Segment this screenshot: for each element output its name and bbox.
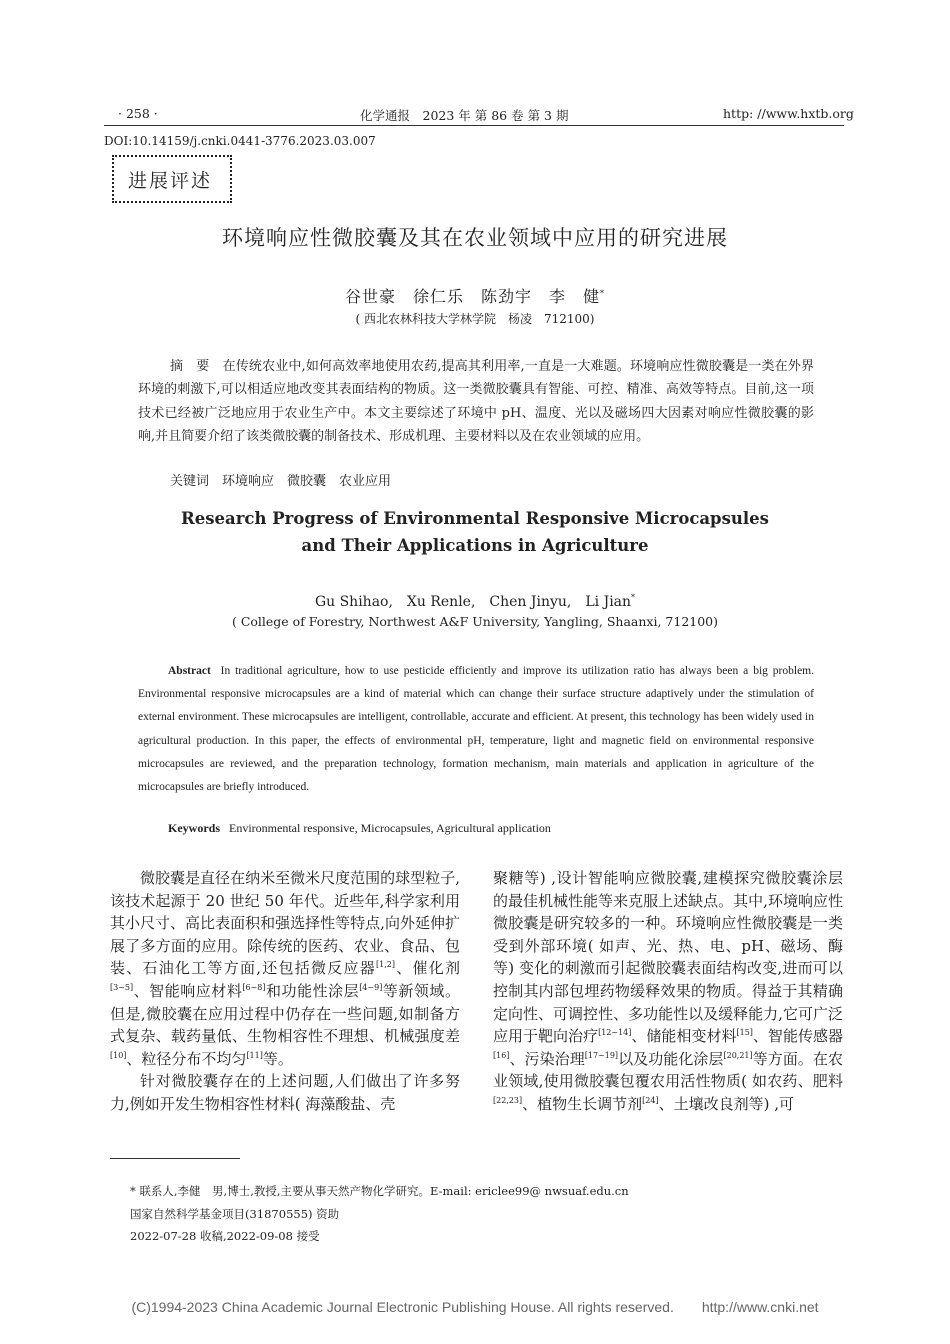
en-keywords-text: Environmental responsive, Microcapsules, Agricultural application bbox=[229, 821, 551, 835]
en-abstract bbox=[138, 660, 814, 799]
copyright-line: (C)1994-2023 China Academic Journal Electronic Publishing House. All rights reserved. http://www.cnki.net bbox=[131, 1299, 819, 1315]
en-corresponding-mark: * bbox=[631, 593, 636, 602]
citation[interactable]: [17~19] bbox=[584, 1050, 619, 1060]
zh-author-names: 谷世豪 徐仁乐 陈劲宇 李 健 bbox=[344, 287, 600, 306]
footnote-rule bbox=[110, 1158, 240, 1159]
header-rule bbox=[104, 125, 844, 126]
en-title-line2: and Their Applications in Agriculture bbox=[301, 536, 649, 555]
en-abstract-text: In traditional agriculture, how to use pesticide efficiently and improve its utilization ratio has always been a big problem. Environmental responsive microcapsules are a kind of material which can change their surface structure adaptively under the stimulation of external environment. These microcapsules are intelligent, controllable, accurate and efficient. At present, this technology has been widely used in agricultural production. In this paper, the effects of environmental pH, temperature, light and magnetic field on environmental responsive microcapsules are reviewed, and the preparation technology, formation mechanism, main materials and application in agriculture of the microcapsules are briefly introduced. bbox=[138, 665, 814, 794]
section-label: 进展评述 bbox=[128, 170, 213, 192]
body-text: 等。 bbox=[262, 1049, 293, 1068]
zh-title: 环境响应性微胶囊及其在农业领域中应用的研究进展 bbox=[222, 226, 728, 250]
body-text: 、粒径分布不均匀 bbox=[126, 1049, 247, 1068]
footnote-dates: 2022-07-28 收稿,2022-09-08 接受 bbox=[130, 1229, 320, 1243]
en-affiliation: ( College of Forestry, Northwest A&F University, Yangling, Shaanxi, 712100) bbox=[231, 614, 719, 629]
body-text: 聚糖等) ,设计智能响应微胶囊,建模探究微胶囊涂层的最佳机械性能等来克服上述缺点。其中,环境响应性微胶囊是研究较多的一种。环境响应性微胶囊是一类受到外部环境( 如声、光、热、电、pH、磁场、酶等) 变化的刺激而引起微胶囊表面结构改变,进而可以控制其内部包埋药物缓释效果的物质。得益于其精确定向性、可调控性、多功能性以及缓释能力,它可广泛应用于靶向治疗 bbox=[493, 869, 843, 1046]
en-keywords-label: Keywords bbox=[168, 821, 220, 835]
page-number: · 258 · bbox=[118, 106, 158, 121]
footnote-fund: 国家自然科学基金项目(31870555) 资助 bbox=[130, 1207, 340, 1221]
citation[interactable]: [1,2] bbox=[376, 960, 395, 970]
body-text: 、植物生长调节剂 bbox=[522, 1094, 643, 1113]
citation[interactable]: [12~14] bbox=[598, 1028, 632, 1038]
doi: DOI:10.14159/j.cnki.0441-3776.2023.03.007 bbox=[104, 134, 376, 148]
body-text: 、污染治理 bbox=[509, 1049, 585, 1068]
en-abstract-label: Abstract bbox=[168, 665, 211, 677]
citation[interactable]: [10] bbox=[110, 1050, 127, 1060]
body-text: 、智能传感器 bbox=[752, 1027, 843, 1046]
body-text: 以及功能化涂层 bbox=[618, 1049, 724, 1068]
citation[interactable]: [15] bbox=[736, 1028, 753, 1038]
body-paragraph bbox=[493, 867, 843, 1116]
citation[interactable]: [24] bbox=[642, 1095, 659, 1105]
journal-url[interactable]: http: //www.hxtb.org bbox=[723, 106, 854, 121]
body-text: 微胶囊是直径在纳米至微米尺度范围的球型粒子,该技术起源于 20 世纪 50 年代。近些年,科学家利用其小尺寸、高比表面积和强选择性等特点,向外延伸扩展了多方面的应用。除传统的医药、农业、食品、包装、石油化工等方面,还包括微反应器 bbox=[110, 869, 460, 978]
citation[interactable]: [4~9] bbox=[359, 982, 383, 992]
zh-abstract bbox=[138, 355, 814, 448]
zh-keywords-text: 环境响应 微胶囊 农业应用 bbox=[222, 474, 392, 489]
body-text: 、智能响应材料 bbox=[133, 981, 243, 1000]
citation[interactable]: [16] bbox=[493, 1050, 510, 1060]
en-authors bbox=[0, 591, 950, 611]
zh-corresponding-mark: * bbox=[600, 289, 605, 298]
zh-keywords-label: 关键词 bbox=[170, 474, 210, 489]
journal-header: 化学通报 2023 年 第 86 卷 第 3 期 bbox=[360, 108, 569, 123]
zh-keywords bbox=[170, 470, 391, 489]
body-text: 、土壤改良剂等) ,可 bbox=[658, 1094, 794, 1113]
body-paragraph bbox=[110, 867, 460, 1070]
citation[interactable]: [11] bbox=[246, 1050, 263, 1060]
en-title-line1: Research Progress of Environmental Responsive Microcapsules bbox=[181, 509, 769, 528]
body-paragraph: 针对微胶囊存在的上述问题,人们做出了许多努力,例如开发生物相容性材料( 海藻酸盐、壳 bbox=[110, 1072, 460, 1113]
body-text: 、催化剂 bbox=[394, 959, 460, 978]
body-text: 、储能相变材料 bbox=[631, 1027, 737, 1046]
citation[interactable]: [22,23] bbox=[493, 1095, 523, 1105]
zh-abstract-label: 摘 要 bbox=[170, 359, 210, 374]
citation[interactable]: [20,21] bbox=[723, 1050, 753, 1060]
zh-abstract-text: 在传统农业中,如何高效率地使用农药,提高其利用率,一直是一大难题。环境响应性微胶囊是一类在外界环境的刺激下,可以相适应地改变其表面结构的物质。这一类微胶囊具有智能、可控、精准、高效等特点。目前,这一项技术已经被广泛地应用于农业生产中。本文主要综述了环境中 pH、温度、光以及磁场四大因素对响应性微胶囊的影响,并且简要介绍了该类微胶囊的制备技术、形成机理、主要材料以及在农业领域的应用。 bbox=[138, 359, 814, 444]
body-column-left bbox=[110, 867, 460, 1116]
en-author-names: Gu Shihao, Xu Renle, Chen Jinyu, Li Jian bbox=[314, 594, 632, 610]
citation[interactable]: [6~8] bbox=[242, 982, 266, 992]
zh-affiliation: ( 西北农林科技大学林学院 杨凌 712100) bbox=[355, 312, 595, 326]
body-text: 等新领域。但是,微胶囊在应用过程中仍存在一些问题,如制备方式复杂、载药量低、生物相容性不理想、机械强度差 bbox=[110, 981, 460, 1046]
body-column-right bbox=[493, 867, 843, 1116]
body-text: 和功能性涂层 bbox=[265, 981, 360, 1000]
footnote-contact: * 联系人,李健 男,博士,教授,主要从事天然产物化学研究。E-mail: ericlee99@ nwsuaf.edu.cn bbox=[130, 1184, 629, 1198]
citation[interactable]: [3~5] bbox=[110, 982, 134, 992]
en-keywords bbox=[168, 821, 551, 836]
body-text: 等方面。在农业领域,使用微胶囊包覆农用活性物质( 如农药、肥料 bbox=[493, 1049, 843, 1091]
zh-authors bbox=[0, 284, 950, 307]
